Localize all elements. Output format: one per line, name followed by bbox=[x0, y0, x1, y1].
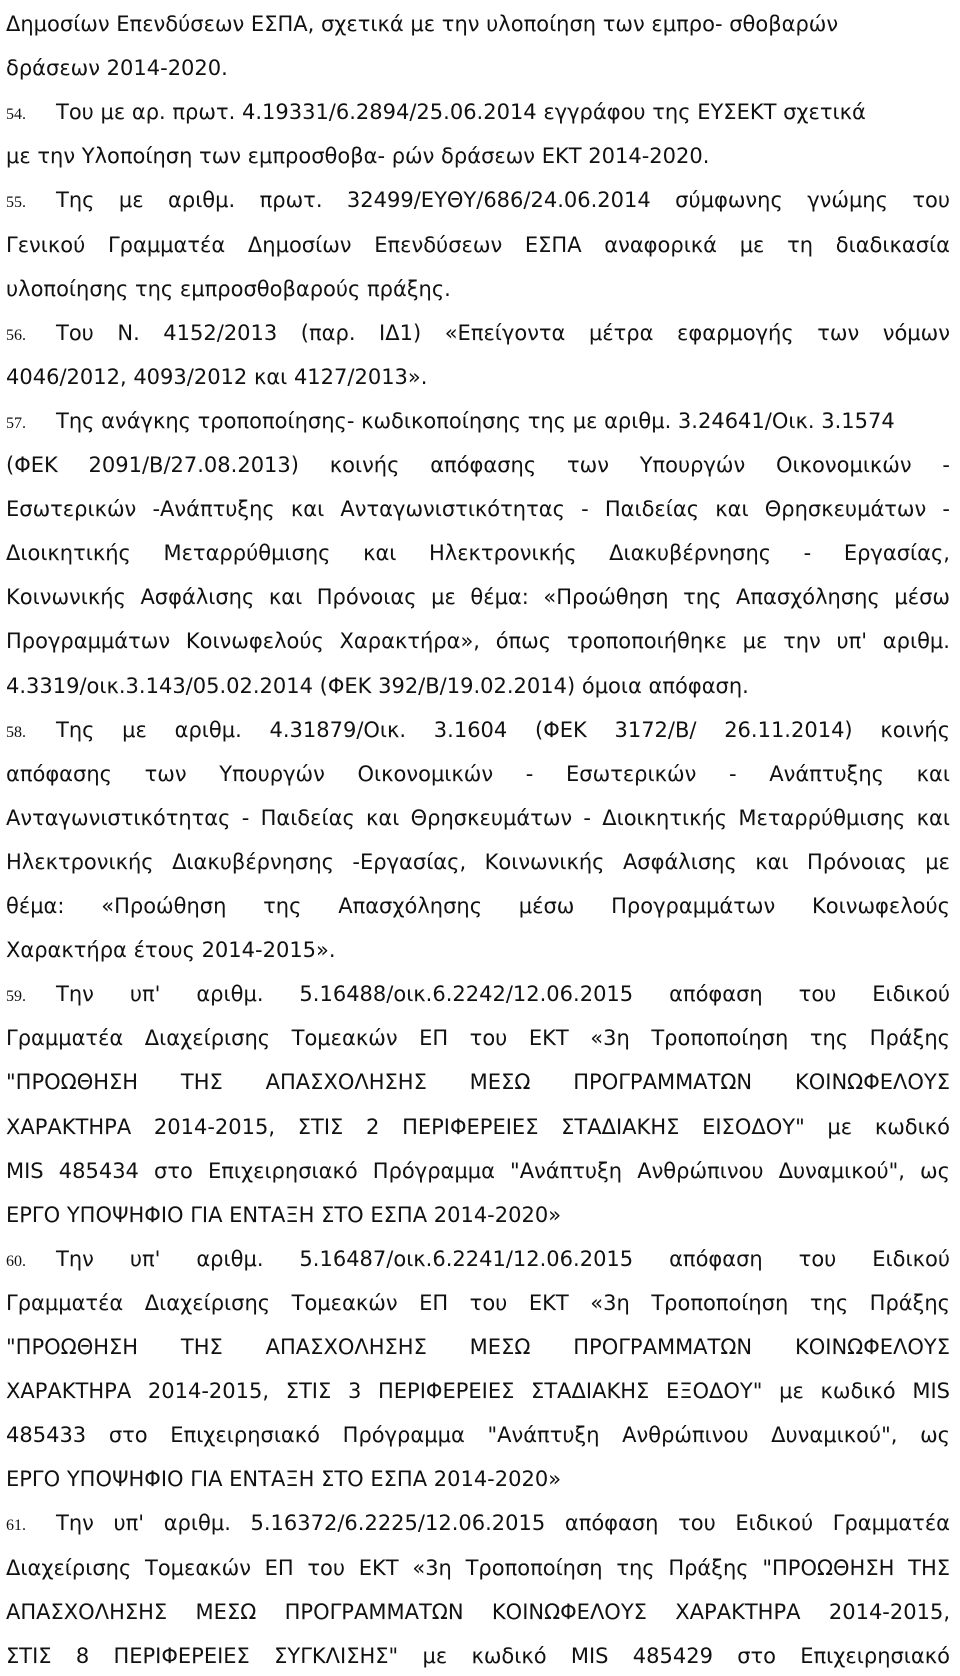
item-number: 54. bbox=[6, 106, 26, 123]
line-text: Της με αριθμ. πρωτ. 32499/ΕΥΘΥ/686/24.06.2014 σύμφωνης γνώμης του bbox=[56, 188, 950, 212]
line-text: Την υπ' αριθμ. 5.16488/οικ.6.2242/12.06.2015 απόφαση του Ειδικού bbox=[56, 982, 950, 1006]
line-text: (ΦΕΚ 2091/Β/27.08.2013) κοινής απόφασης των Υπουργών Οικονομικών - bbox=[6, 453, 950, 477]
line-text: Διαχείρισης Τομεακών ΕΠ του ΕΚΤ «3η Τροποποίηση της Πράξης "ΠΡΟΩΘΗΣΗ ΤΗΣ bbox=[6, 1556, 950, 1580]
text-line bbox=[6, 1283, 950, 1323]
text-line bbox=[6, 930, 950, 970]
line-text: Ηλεκτρονικής Διακυβέρνησης -Εργασίας, Κοινωνικής Ασφάλισης και Πρόνοιας με bbox=[6, 850, 950, 874]
text-line bbox=[6, 357, 950, 397]
line-text: υλοποίησης της εμπροσθοβαρούς πράξης. bbox=[6, 277, 451, 301]
text-line bbox=[6, 1327, 950, 1367]
line-text: Την υπ' αριθμ. 5.16487/οικ.6.2241/12.06.2015 απόφαση του Ειδικού bbox=[56, 1247, 950, 1271]
item-number: 60. bbox=[6, 1253, 26, 1270]
line-text: Την υπ' αριθμ. 5.16372/6.2225/12.06.2015 απόφαση του Ειδικού Γραμματέα bbox=[56, 1511, 950, 1535]
line-text: MIS 485434 στο Επιχειρησιακό Πρόγραμμα "Ανάπτυξη Ανθρώπινου Δυναμικού", ως bbox=[6, 1159, 950, 1183]
text-line bbox=[6, 1018, 950, 1058]
text-line bbox=[6, 1415, 950, 1455]
text-line bbox=[6, 798, 950, 838]
text-line bbox=[6, 445, 950, 485]
line-text: Γραμματέα Διαχείρισης Τομεακών ΕΠ του ΕΚΤ «3η Τροποποίηση της Πράξης bbox=[6, 1291, 950, 1315]
line-text: Γενικού Γραμματέα Δημοσίων Επενδύσεων ΕΣΠΑ αναφορικά με τη διαδικασία bbox=[6, 233, 950, 257]
text-line bbox=[6, 1503, 950, 1543]
text-line bbox=[6, 577, 950, 617]
line-text: Του με αρ. πρωτ. 4.19331/6.2894/25.06.2014 εγγράφου της ΕΥΣΕΚΤ σχετικά bbox=[56, 100, 866, 124]
line-text: ΣΤΙΣ 8 ΠΕΡΙΦΕΡΕΙΕΣ ΣΥΓΚΛΙΣΗΣ" με κωδικό MIS 485429 στο Επιχειρησιακό bbox=[6, 1644, 950, 1668]
line-text: Χαρακτήρα έτους 2014-2015». bbox=[6, 938, 336, 962]
text-line bbox=[6, 225, 950, 265]
text-line bbox=[6, 666, 950, 706]
line-text: 4.3319/οικ.3.143/05.02.2014 (ΦΕΚ 392/Β/19.02.2014) όμοια απόφαση. bbox=[6, 674, 749, 698]
line-text: "ΠΡΟΩΘΗΣΗ ΤΗΣ ΑΠΑΣΧΟΛΗΣΗΣ ΜΕΣΩ ΠΡΟΓΡΑΜΜΑΤΩΝ ΚΟΙΝΩΦΕΛΟΥΣ bbox=[6, 1335, 950, 1359]
text-line bbox=[6, 1548, 950, 1588]
line-text: Δημοσίων Επενδύσεων ΕΣΠΑ, σχετικά με την υλοποίηση των εμπρο- σθοβαρών bbox=[6, 12, 839, 36]
text-line bbox=[6, 974, 950, 1014]
line-text: Προγραμμάτων Κοινωφελούς Χαρακτήρα», όπως τροποποιήθηκε με την υπ' αριθμ. bbox=[6, 629, 950, 653]
item-number: 56. bbox=[6, 327, 26, 344]
text-line bbox=[6, 92, 950, 132]
item-number: 59. bbox=[6, 988, 26, 1005]
line-text: ΑΠΑΣΧΟΛΗΣΗΣ ΜΕΣΩ ΠΡΟΓΡΑΜΜΑΤΩΝ ΚΟΙΝΩΦΕΛΟΥΣ ΧΑΡΑΚΤΗΡΑ 2014-2015, bbox=[6, 1600, 950, 1624]
text-line bbox=[6, 1062, 950, 1102]
text-line bbox=[6, 1239, 950, 1279]
text-line bbox=[6, 1371, 950, 1411]
item-number: 55. bbox=[6, 194, 26, 211]
text-line bbox=[6, 4, 950, 44]
line-text: Κοινωνικής Ασφάλισης και Πρόνοιας με θέμα: «Προώθηση της Απασχόλησης μέσω bbox=[6, 585, 950, 609]
item-number: 61. bbox=[6, 1517, 26, 1534]
text-line bbox=[6, 136, 950, 176]
line-text: με την Υλοποίηση των εμπροσθοβα- ρών δράσεων ΕΚΤ 2014-2020. bbox=[6, 144, 710, 168]
text-line bbox=[6, 401, 950, 441]
text-line bbox=[6, 269, 950, 309]
text-line bbox=[6, 313, 950, 353]
text-line bbox=[6, 1592, 950, 1632]
text-line bbox=[6, 886, 950, 926]
line-text: Της ανάγκης τροποποίησης- κωδικοποίησης της με αριθμ. 3.24641/Οικ. 3.1574 bbox=[56, 409, 895, 433]
text-line bbox=[6, 489, 950, 529]
text-line bbox=[6, 1636, 950, 1676]
line-text: 485433 στο Επιχειρησιακό Πρόγραμμα "Ανάπτυξη Ανθρώπινου Δυναμικού", ως bbox=[6, 1423, 950, 1447]
line-text: ΧΑΡΑΚΤΗΡΑ 2014-2015, ΣΤΙΣ 3 ΠΕΡΙΦΕΡΕΙΕΣ ΣΤΑΔΙΑΚΗΣ ΕΞΟΔΟΥ" με κωδικό MIS bbox=[6, 1379, 950, 1403]
line-text: Διοικητικής Μεταρρύθμισης και Ηλεκτρονικής Διακυβέρνησης - Εργασίας, bbox=[6, 541, 950, 565]
text-line bbox=[6, 533, 950, 573]
line-text: Εσωτερικών -Ανάπτυξης και Ανταγωνιστικότητας - Παιδείας και Θρησκευμάτων - bbox=[6, 497, 950, 521]
line-text: θέμα: «Προώθηση της Απασχόλησης μέσω Προγραμμάτων Κοινωφελούς bbox=[6, 894, 950, 918]
line-text: ΧΑΡΑΚΤΗΡΑ 2014-2015, ΣΤΙΣ 2 ΠΕΡΙΦΕΡΕΙΕΣ ΣΤΑΔΙΑΚΗΣ ΕΙΣΟΔΟΥ" με κωδικό bbox=[6, 1115, 950, 1139]
line-text: δράσεων 2014-2020. bbox=[6, 56, 228, 80]
text-line bbox=[6, 180, 950, 220]
text-line bbox=[6, 710, 950, 750]
line-text: Της με αριθμ. 4.31879/Οικ. 3.1604 (ΦΕΚ 3172/Β/ 26.11.2014) κοινής bbox=[56, 718, 950, 742]
text-line bbox=[6, 1107, 950, 1147]
line-text: 4046/2012, 4093/2012 και 4127/2013». bbox=[6, 365, 428, 389]
text-line bbox=[6, 621, 950, 661]
item-number: 58. bbox=[6, 724, 26, 741]
text-line bbox=[6, 1195, 950, 1235]
line-text: "ΠΡΟΩΘΗΣΗ ΤΗΣ ΑΠΑΣΧΟΛΗΣΗΣ ΜΕΣΩ ΠΡΟΓΡΑΜΜΑΤΩΝ ΚΟΙΝΩΦΕΛΟΥΣ bbox=[6, 1070, 950, 1094]
line-text: ΕΡΓΟ ΥΠΟΨΗΦΙΟ ΓΙΑ ΕΝΤΑΞΗ ΣΤΟ ΕΣΠΑ 2014-2020» bbox=[6, 1467, 562, 1491]
line-text: απόφασης των Υπουργών Οικονομικών - Εσωτερικών - Ανάπτυξης και bbox=[6, 762, 950, 786]
text-line bbox=[6, 1151, 950, 1191]
line-text: Ανταγωνιστικότητας - Παιδείας και Θρησκευμάτων - Διοικητικής Μεταρρύθμισης και bbox=[6, 806, 950, 830]
text-line bbox=[6, 842, 950, 882]
item-number: 57. bbox=[6, 415, 26, 432]
text-line bbox=[6, 48, 950, 88]
text-line bbox=[6, 1459, 950, 1499]
line-text: Γραμματέα Διαχείρισης Τομεακών ΕΠ του ΕΚΤ «3η Τροποποίηση της Πράξης bbox=[6, 1026, 950, 1050]
text-line bbox=[6, 754, 950, 794]
line-text: ΕΡΓΟ ΥΠΟΨΗΦΙΟ ΓΙΑ ΕΝΤΑΞΗ ΣΤΟ ΕΣΠΑ 2014-2020» bbox=[6, 1203, 562, 1227]
line-text: Του Ν. 4152/2013 (παρ. ΙΔ1) «Επείγοντα μέτρα εφαρμογής των νόμων bbox=[56, 321, 950, 345]
